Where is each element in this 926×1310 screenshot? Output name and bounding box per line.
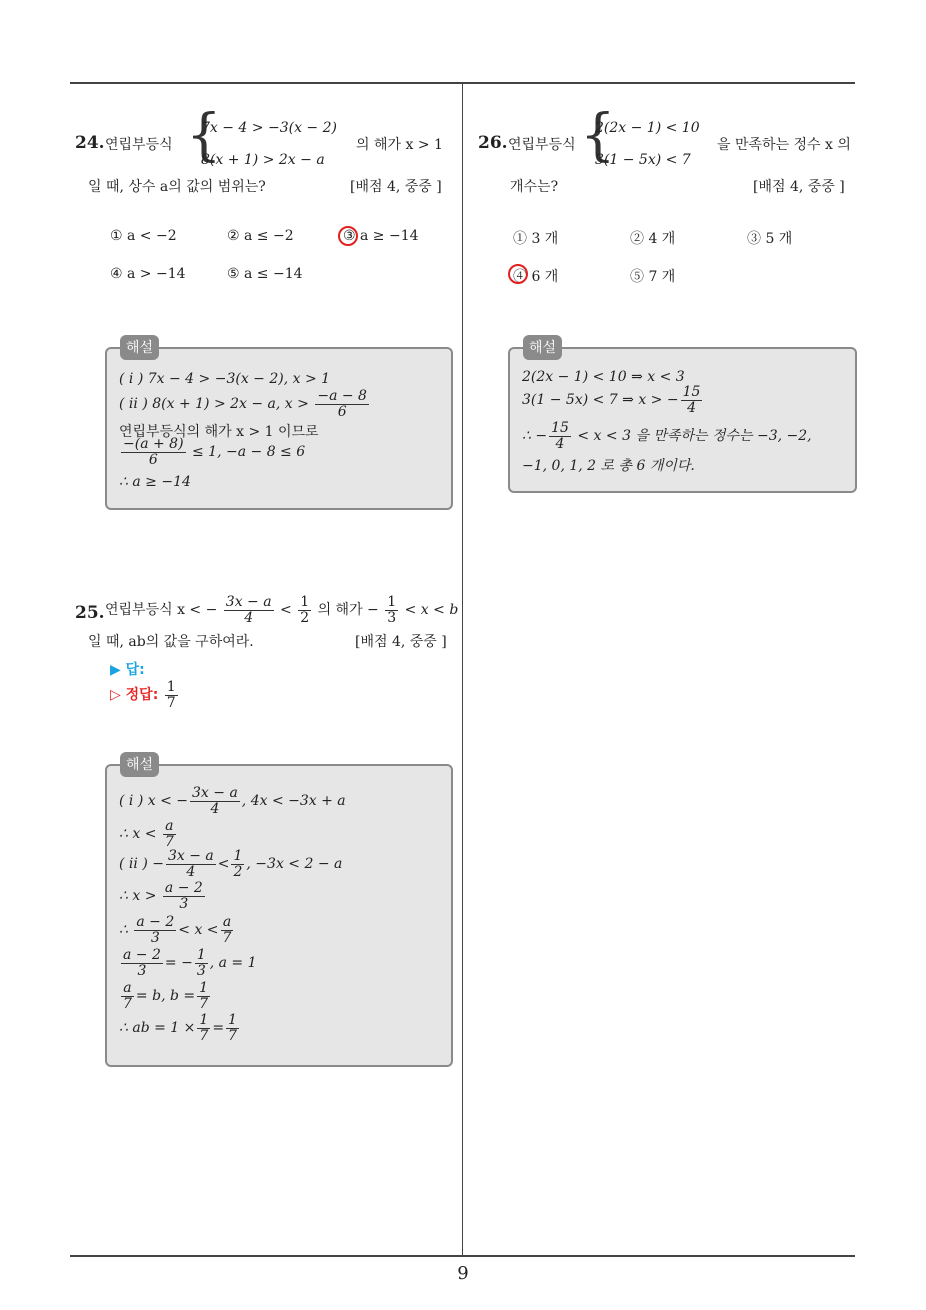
solution-tag: 해설	[120, 752, 159, 777]
choice-4[interactable]: ④ a > −14	[110, 266, 186, 282]
choice-4[interactable]: ④ 6 개	[513, 269, 559, 285]
question-line-2: 개수는?	[510, 179, 559, 195]
solution-tag: 해설	[523, 335, 562, 360]
selected-answer-circle-icon	[508, 264, 528, 284]
question-number: 26.	[478, 133, 508, 153]
correct-answer: ▷ 정답: $\frac{1}{7}$	[110, 679, 176, 711]
question-tail: 의 해가 x > 1	[356, 137, 443, 153]
solution-box	[105, 347, 453, 510]
score-meta: [배점 4, 중중 ]	[753, 179, 845, 195]
selected-answer-circle-icon	[338, 226, 358, 246]
question-tail: 을 만족하는 정수 x 의	[717, 137, 851, 153]
solution-tag: 해설	[120, 335, 159, 360]
solution-line: $\frac{-(a + 8)}{6}$ ≤ 1, −a − 8 ≤ 6	[123, 436, 306, 468]
page-number: 9	[457, 1263, 469, 1284]
solution-line: 3(1 − 5x) < 7 ⇒ x > − $\frac{15}{4}$	[522, 384, 701, 416]
choice-1[interactable]: ① a < −2	[110, 228, 177, 244]
question-line-2: 일 때, 상수 a의 값의 범위는?	[88, 179, 266, 195]
answer-label: ▶ 답:	[110, 662, 145, 678]
solution-line: $\frac{a}{7}$ = b, b = $\frac{1}{7}$	[123, 980, 209, 1012]
solution-box	[508, 347, 857, 493]
solution-line: ( ii ) − $\frac{3x - a}{4}$ < $\frac{1}{2}$ , −3x < 2 − a	[119, 848, 343, 880]
score-meta: [배점 4, 중중 ]	[350, 179, 442, 195]
question-label: 연립부등식	[508, 137, 576, 153]
solution-line: ∴ − $\frac{15}{4}$ < x < 3 을 만족하는 정수는 −3, −2,	[522, 420, 812, 452]
solution-line: ( i ) 7x − 4 > −3(x − 2), x > 1	[119, 371, 331, 387]
score-meta: [배점 4, 중중 ]	[355, 634, 447, 650]
question-number: 24.	[75, 133, 105, 153]
solution-line: ∴ $\frac{a - 2}{3}$ < x < $\frac{a}{7}$	[119, 914, 232, 946]
system-line-1: 2(2x − 1) < 10	[595, 120, 700, 136]
column-divider	[462, 83, 463, 1255]
choice-5[interactable]: ⑤ a ≤ −14	[227, 266, 303, 282]
choice-1[interactable]: ① 3 개	[513, 231, 559, 247]
brace-icon: {	[580, 103, 616, 168]
solution-box	[105, 764, 453, 1067]
solution-line: ∴ x > $\frac{a - 2}{3}$	[119, 880, 203, 912]
solution-line: −1, 0, 1, 2 로 총 6 개이다.	[522, 458, 695, 474]
solution-line: ( i ) x < − $\frac{3x - a}{4}$ , 4x < −3x + a	[119, 785, 346, 817]
question-label: 연립부등식	[105, 137, 173, 153]
bottom-rule	[70, 1255, 855, 1257]
system-line-2: 8(x + 1) > 2x − a	[201, 152, 325, 168]
question-number: 25.	[75, 603, 105, 623]
brace-icon: {	[186, 103, 222, 168]
solution-line: ∴ a ≥ −14	[119, 474, 191, 490]
choice-3[interactable]: ③ 5 개	[747, 231, 793, 247]
system-line-1: 7x − 4 > −3(x − 2)	[201, 120, 337, 136]
system-line-2: 3(1 − 5x) < 7	[595, 152, 691, 168]
question-line-2: 일 때, ab의 값을 구하여라.	[88, 634, 254, 650]
choice-2[interactable]: ② a ≤ −2	[227, 228, 294, 244]
choice-2[interactable]: ② 4 개	[630, 231, 676, 247]
question-text: 연립부등식 x < − $\frac{3x - a}{4}$ < $\frac{1}{2}$ 의 해가 − $\frac{1}{3}$ < x < b	[105, 594, 459, 626]
solution-line: 연립부등식의 해가 x > 1 이므로	[119, 424, 319, 440]
choice-3[interactable]: ③ a ≥ −14	[343, 228, 419, 244]
solution-line: $\frac{a - 2}{3}$ = − $\frac{1}{3}$ , a = 1	[123, 947, 257, 979]
solution-line: ∴ x < $\frac{a}{7}$	[119, 818, 174, 850]
solution-line: 2(2x − 1) < 10 ⇒ x < 3	[522, 369, 685, 385]
solution-line: ( ii ) 8(x + 1) > 2x − a, x > $\frac{-a - 8}{6}$	[119, 388, 367, 420]
solution-line: ∴ ab = 1 × $\frac{1}{7}$ = $\frac{1}{7}$	[119, 1012, 237, 1044]
choice-5[interactable]: ⑤ 7 개	[630, 269, 676, 285]
